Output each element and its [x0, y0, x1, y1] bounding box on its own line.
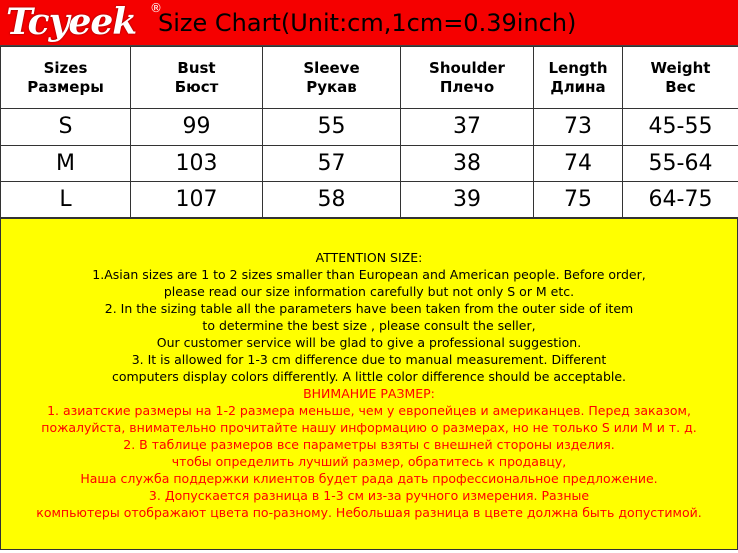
size-table [0, 46, 738, 218]
column-header-sleeve: Sleeve Рукав [263, 47, 401, 109]
cell-weight: 64-75 [623, 181, 738, 217]
cell-sleeve: 57 [263, 145, 401, 181]
column-header-length: Length Длина [534, 47, 623, 109]
registered-mark: ® [150, 1, 162, 15]
notice-ru-line: Наша служба поддержки клиентов будет рада дать профессиональное предложение. [80, 471, 658, 486]
cell-bust: 103 [131, 145, 263, 181]
page-title: Size Chart(Unit:cm,1cm=0.39inch) [158, 9, 577, 37]
notice-en-line: 1.Asian sizes are 1 to 2 sizes smaller than European and American people. Before order, [92, 267, 646, 282]
brand-logo [6, 1, 136, 43]
cell-shoulder: 37 [401, 109, 534, 145]
attention-notice [0, 218, 738, 550]
column-header-sizes: Sizes Размеры [1, 47, 131, 109]
notice-ru-line: 3. Допускается разница в 1-3 см из-за ручного измерения. Разные [148, 488, 590, 503]
notice-ru-line: ВНИМАНИЕ РАЗМЕР: [303, 386, 435, 401]
column-header-weight: Weight Вес [623, 47, 738, 109]
notice-ru-line: компьютеры отображают цвета по-разному. Небольшая разница в цвете должна быть допустимой. [36, 505, 702, 520]
cell-bust: 99 [131, 109, 263, 145]
notice-ru-line: 1. азиатские размеры на 1-2 размера меньше, чем у европейцев и американцев. Перед заказом, [47, 403, 691, 418]
notice-en-line: ATTENTION SIZE: [315, 250, 423, 265]
table-header-row [1, 47, 738, 109]
cell-shoulder: 38 [401, 145, 534, 181]
brand-name: Tcyeek [6, 1, 137, 43]
cell-length: 75 [534, 181, 623, 217]
cell-size: L [1, 181, 131, 217]
notice-en-line: 3. It is allowed for 1-3 cm difference due to manual measurement. Different [131, 352, 607, 367]
notice-en-line: to determine the best size , please consult the seller, [202, 318, 536, 333]
cell-weight: 45-55 [623, 109, 738, 145]
notice-ru-line: пожалуйста, внимательно прочитайте нашу информацию о размерах, но не только S или M и т. д. [41, 420, 697, 435]
notice-en-line: 2. In the sizing table all the parameters have been taken from the outer side of item [104, 301, 634, 316]
table-row [1, 181, 738, 217]
cell-sleeve: 58 [263, 181, 401, 217]
cell-weight: 55-64 [623, 145, 738, 181]
cell-length: 73 [534, 109, 623, 145]
cell-shoulder: 39 [401, 181, 534, 217]
cell-length: 74 [534, 145, 623, 181]
notice-ru-line: 2. В таблице размеров все параметры взяты с внешней стороны изделия. [123, 437, 615, 452]
cell-bust: 107 [131, 181, 263, 217]
notice-ru-line: чтобы определить лучший размер, обратитесь к продавцу, [171, 454, 567, 469]
table-row [1, 109, 738, 145]
table-row [1, 145, 738, 181]
cell-sleeve: 55 [263, 109, 401, 145]
notice-en-line: computers display colors differently. A little color difference should be acceptable. [111, 369, 627, 384]
cell-size: M [1, 145, 131, 181]
notice-en-line: Our customer service will be glad to give a professional suggestion. [156, 335, 582, 350]
column-header-shoulder: Shoulder Плечо [401, 47, 534, 109]
cell-size: S [1, 109, 131, 145]
column-header-bust: Bust Бюст [131, 47, 263, 109]
header-bar [0, 0, 738, 46]
notice-en-line: please read our size information carefully but not only S or M etc. [163, 284, 575, 299]
